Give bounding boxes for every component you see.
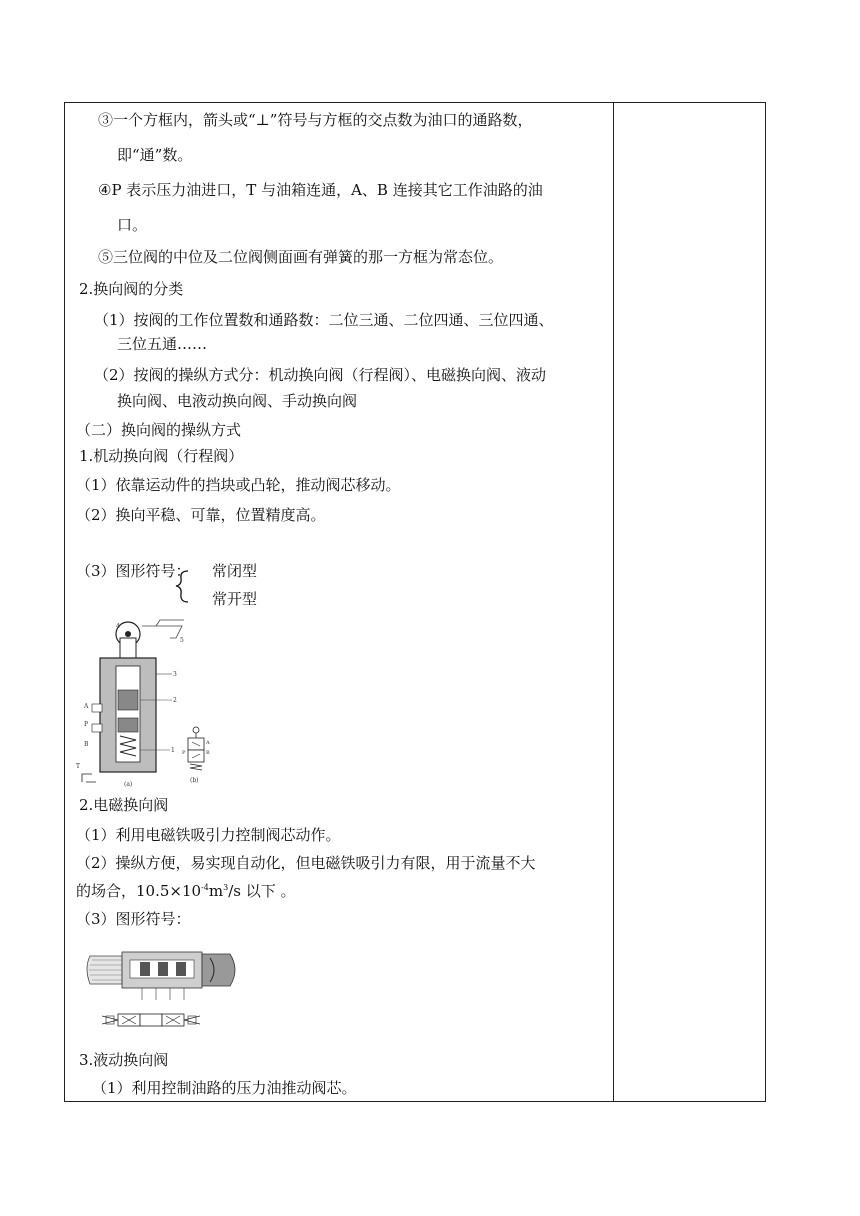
solenoid-valve-icon [80, 938, 248, 1038]
sol-1: （1）利用电磁铁吸引力控制阀芯动作。 [76, 826, 341, 844]
svg-text:A: A [84, 703, 89, 710]
svg-text:T: T [76, 763, 81, 770]
svg-text:(a): (a) [124, 781, 133, 788]
svg-text:3: 3 [173, 671, 177, 678]
sol-3: （3）图形符号： [76, 910, 191, 928]
classify-2-line-1: （2）按阀的操纵方式分：机动换向阀（行程阀）、电磁换向阀、液动 [94, 366, 547, 384]
svg-text:1: 1 [171, 747, 175, 754]
mech-1: （1）依靠运动件的挡块或凸轮，推动阀芯移动。 [76, 476, 401, 494]
symbol-open-label: 常开型 [212, 590, 258, 608]
section-operation: （二）换向阀的操纵方式 [76, 421, 242, 439]
svg-text:P: P [182, 750, 186, 756]
svg-text:4: 4 [116, 623, 120, 630]
heading-classify: 2.换向阀的分类 [79, 280, 184, 298]
column-divider [613, 103, 614, 1101]
sol-2-line-1: （2）操纵方便，易实现自动化，但电磁铁吸引力有限，用于流量不大 [76, 854, 536, 872]
svg-text:P: P [84, 721, 89, 728]
rule-4-line-1: ④P 表示压力油进口，T 与油箱连通，A、B 连接其它工作油路的油 [98, 181, 543, 199]
classify-2-line-2: 换向阀、电液动换向阀、手动换向阀 [117, 392, 358, 410]
svg-text:B: B [206, 750, 210, 756]
sol-2-line-2: 的场合，$10.5\times 10^{-4}m^3/s$ 以下 。 [76, 882, 296, 900]
svg-text:2: 2 [173, 697, 177, 704]
heading-solenoid: 2.电磁换向阀 [79, 796, 169, 814]
mech-3: （3）图形符号： [76, 562, 191, 580]
hyd-1: （1）利用控制油路的压力油推动阀芯。 [92, 1079, 357, 1097]
svg-text:5: 5 [180, 637, 184, 644]
classify-1-line-2: 三位五通…… [117, 335, 208, 353]
rule-3-line-2: 即“通”数。 [117, 146, 193, 164]
mechanical-valve-diagram [72, 612, 216, 792]
mech-2: （2）换向平稳、可靠，位置精度高。 [76, 506, 326, 524]
rule-4-line-2: 口。 [117, 216, 148, 234]
svg-text:(b): (b) [190, 777, 199, 784]
classify-1-line-1: （1）按阀的工作位置数和通路数：二位三通、二位四通、三位四通、 [94, 311, 554, 329]
svg-text:A: A [206, 740, 210, 746]
symbol-closed-label: 常闭型 [212, 562, 258, 580]
curly-brace-icon [174, 570, 194, 604]
svg-text:B: B [84, 741, 89, 748]
rule-3-line-1: ③一个方框内，箭头或“⊥”符号与方框的交点数为油口的通路数， [98, 111, 533, 129]
rule-5: ⑤三位阀的中位及二位阀侧面画有弹簧的那一方框为常态位。 [98, 248, 504, 266]
heading-mechanical: 1.机动换向阀（行程阀） [79, 447, 244, 465]
heading-hydraulic: 3.液动换向阀 [79, 1051, 169, 1069]
